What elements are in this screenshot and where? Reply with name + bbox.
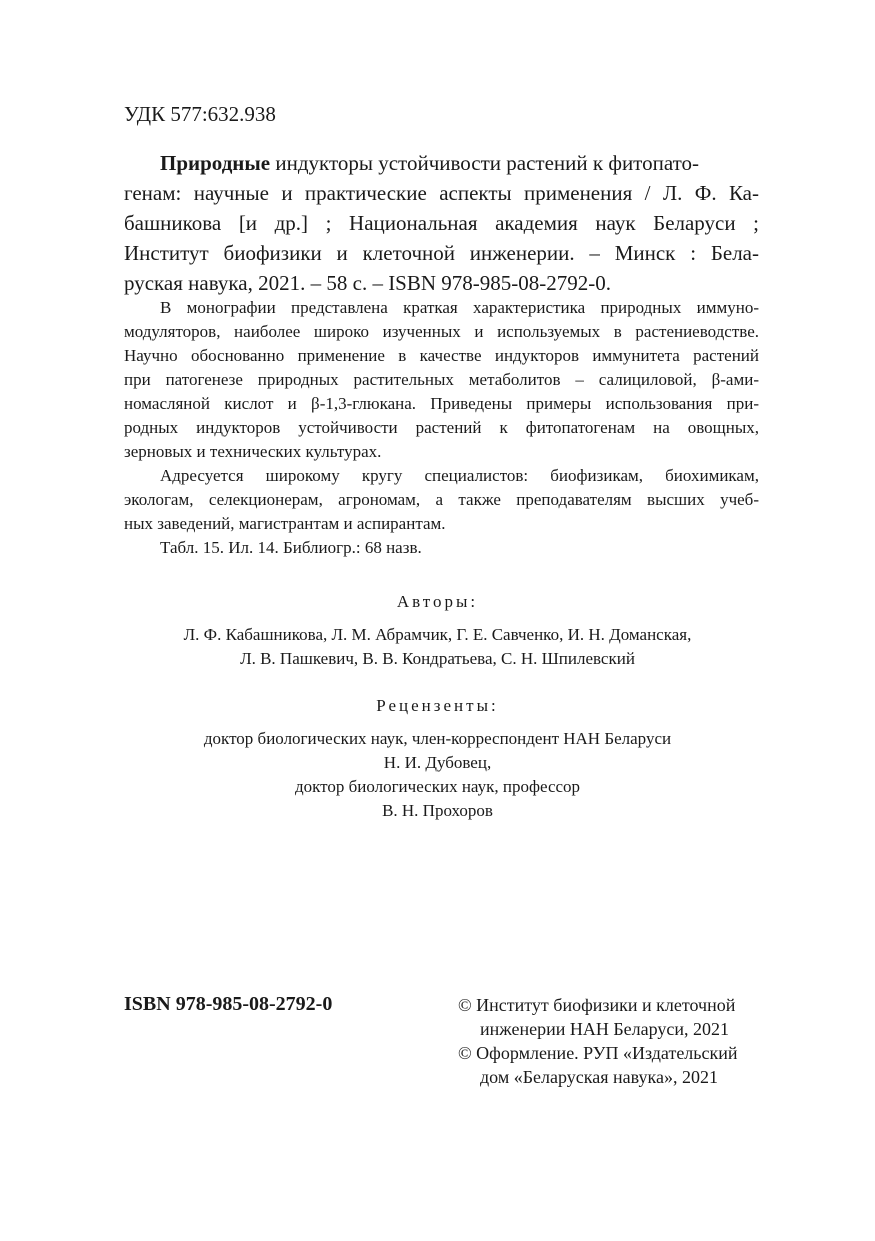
- copyright-line-2-cont: дом «Беларуская навука», 2021: [480, 1067, 718, 1087]
- reviewers-line-1: доктор биологических наук, член-корреспондент НАН Беларуси: [203, 729, 672, 748]
- reviewers-line-2: Н. И. Дубовец,: [383, 753, 492, 772]
- reviewers-line-3: доктор биологических наук, профессор: [294, 777, 581, 796]
- citation-line-2: генам: научные и практические аспекты применения / Л. Ф. Ка-: [124, 181, 759, 205]
- abstract-p1-line-2: модуляторов, наиболее широко изученных и используемых в растениеводстве.: [124, 322, 759, 341]
- abstract-p1-line-7: зерновых и технических культурах.: [124, 442, 382, 461]
- authors-list: [0, 623, 875, 671]
- abstract: [124, 296, 759, 560]
- isbn-number: ISBN 978-985-08-2792-0: [124, 993, 333, 1015]
- abstract-p2-line-1: Адресуется широкому кругу специалистов: биофизикам, биохимикам,: [160, 466, 759, 485]
- reviewers-list: [0, 727, 875, 823]
- citation-line-3: башникова [и др.] ; Национальная академия наук Беларуси ;: [124, 211, 759, 235]
- udk-code: УДК 577:632.938: [124, 102, 276, 126]
- abstract-p2-line-3: ных заведений, магистрантам и аспирантам.: [124, 514, 446, 533]
- abstract-p2-line-2: экологам, селекционерам, агрономам, а также преподавателям высших учеб-: [124, 490, 759, 509]
- copyright-line-1-cont: инженерии НАН Беларуси, 2021: [480, 1019, 730, 1039]
- abstract-p1-line-3: Научно обоснованно применение в качестве индукторов иммунитета растений: [124, 346, 759, 365]
- citation-line-4: Институт биофизики и клеточной инженерии. – Минск : Бела-: [124, 241, 759, 265]
- copyright-line-2: © Оформление. РУП «Издательский: [458, 1043, 738, 1063]
- abstract-p1-line-5: номасляной кислот и β-1,3-глюкана. Приведены примеры использования при-: [124, 394, 759, 413]
- authors-heading: Авторы:: [396, 592, 479, 611]
- bibliographic-citation: [124, 148, 759, 298]
- authors-line-2: Л. В. Пашкевич, В. В. Кондратьева, С. Н. Шпилевский: [240, 649, 635, 668]
- abstract-p1-line-4: при патогенезе природных растительных метаболитов – салициловой, β-ами-: [124, 370, 759, 389]
- abstract-p1-line-1: В монографии представлена краткая характеристика природных иммуно-: [160, 298, 759, 317]
- copyright-block: [458, 993, 768, 1089]
- citation-line-1: [124, 148, 759, 178]
- citation-line-1-rest: индукторы устойчивости растений к фитопато-: [270, 151, 699, 175]
- citation-line-5: руская навука, 2021. – 58 с. – ISBN 978-985-08-2792-0.: [124, 271, 612, 295]
- abstract-stats: Табл. 15. Ил. 14. Библиогр.: 68 назв.: [160, 538, 422, 557]
- reviewers-heading: Рецензенты:: [376, 696, 499, 715]
- reviewers-line-4: В. Н. Прохоров: [382, 801, 493, 820]
- abstract-p1-line-6: родных индукторов устойчивости растений к фитопатогенам на овощных,: [124, 418, 759, 437]
- copyright-line-1: © Институт биофизики и клеточной: [458, 995, 736, 1015]
- authors-line-1: Л. Ф. Кабашникова, Л. М. Абрамчик, Г. Е. Савченко, И. Н. Доманская,: [183, 625, 692, 644]
- citation-bold-title-word: Природные: [160, 151, 271, 175]
